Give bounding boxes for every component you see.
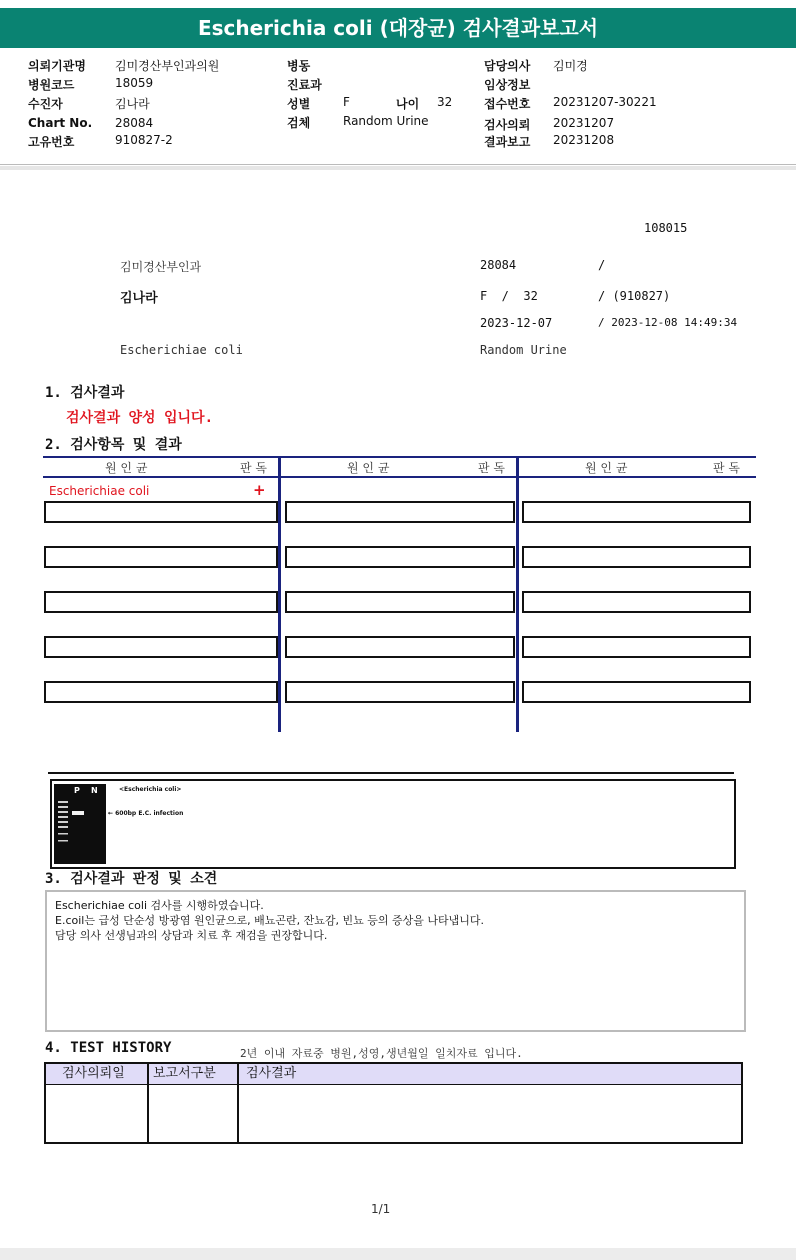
result-box — [285, 546, 515, 568]
label-report-date: 결과보고 — [484, 135, 531, 149]
result-box — [44, 681, 278, 703]
column-header-pathogen-1: 원 인 균 — [105, 461, 148, 475]
column-header-judgement-1: 판 독 — [240, 461, 267, 475]
value-hospital-code: 18059 — [115, 76, 154, 90]
result-box — [285, 636, 515, 658]
history-note: 2년 이내 자료중 병원,성영,생년월일 일치자료 입니다. — [240, 1047, 523, 1060]
result-box — [522, 681, 751, 703]
summary-sex-age: F / 32 — [480, 289, 538, 303]
summary-reported-datetime: / 2023-12-08 14:49:34 — [598, 316, 738, 329]
report-title-bar — [0, 8, 796, 48]
label-age: 나이 — [396, 97, 420, 111]
result-box — [44, 501, 278, 523]
section4-heading: 4. TEST HISTORY — [45, 1040, 172, 1056]
label-receipt-no: 접수번호 — [484, 97, 531, 111]
pathogen-result-judgement: + — [253, 481, 266, 499]
column-header-judgement-3: 판 독 — [713, 461, 740, 475]
history-col-request-date: 검사의뢰일 — [62, 1066, 125, 1081]
history-col-result: 검사결과 — [246, 1066, 297, 1081]
summary-patient-name: 김나라 — [120, 291, 158, 306]
value-requesting-institution: 김미경산부인과의원 — [115, 59, 220, 73]
summary-clinic: 김미경산부인과 — [120, 260, 202, 274]
table-column-divider-1 — [278, 456, 281, 732]
result-box — [522, 546, 751, 568]
history-col-report-type: 보고서구분 — [153, 1066, 216, 1081]
result-box — [522, 591, 751, 613]
top-margin — [0, 0, 796, 6]
section1-heading: 1. 검사결과 — [45, 385, 125, 401]
value-receipt-no: 20231207-30221 — [553, 95, 657, 109]
table-column-divider-2 — [516, 456, 519, 732]
value-physician: 김미경 — [553, 59, 588, 73]
result-box — [44, 591, 278, 613]
label-ward: 병동 — [287, 59, 311, 73]
label-specimen: 검체 — [287, 116, 311, 130]
gel-caption: <Escherichia coli> — [119, 786, 182, 793]
history-table — [44, 1062, 743, 1144]
value-report-date: 20231208 — [553, 133, 615, 147]
report-number: 108015 — [644, 221, 688, 235]
value-age: 32 — [437, 95, 453, 109]
history-col-divider-2 — [237, 1064, 239, 1142]
label-department: 진료과 — [287, 78, 322, 92]
result-box — [522, 501, 751, 523]
gel-lane-n-label: N — [91, 786, 98, 795]
summary-specimen: Random Urine — [480, 343, 567, 357]
label-clinical-info: 임상정보 — [484, 78, 531, 92]
column-header-pathogen-2: 원 인 균 — [347, 461, 390, 475]
value-unique-no: 910827-2 — [115, 133, 173, 147]
summary-received-date: 2023-12-07 — [480, 316, 553, 330]
gel-top-rule — [48, 772, 734, 774]
table-top-rule — [43, 456, 756, 458]
label-request-date: 검사의뢰 — [484, 118, 531, 132]
label-patient: 수진자 — [28, 97, 63, 111]
header-shadow — [0, 166, 796, 170]
section2-heading: 2. 검사항목 및 결과 — [45, 437, 182, 453]
value-specimen: Random Urine — [343, 114, 429, 128]
label-requesting-institution: 의뢰기관명 — [28, 59, 86, 73]
value-sex: F — [343, 95, 350, 109]
label-sex: 성별 — [287, 97, 311, 111]
header-divider — [0, 164, 796, 165]
opinion-line: E.coil는 급성 단순성 방광염 원인균으로, 배뇨곤란, 잔뇨감, 빈뇨 등의 증상을 나타냅니다. — [55, 914, 484, 927]
label-unique-no: 고유번호 — [28, 135, 75, 149]
opinion-box — [45, 890, 746, 1032]
footer-bar — [0, 1248, 796, 1260]
table-header-rule — [43, 476, 756, 478]
result-box — [285, 591, 515, 613]
result-box — [44, 636, 278, 658]
report-title: Escherichia coli (대장균) 검사결과보고서 — [197, 16, 599, 40]
summary-birth: / (910827) — [598, 289, 671, 303]
value-request-date: 20231207 — [553, 116, 615, 130]
result-box — [285, 681, 515, 703]
summary-slash: / — [598, 258, 606, 272]
section3-heading: 3. 검사결과 판정 및 소견 — [45, 871, 218, 887]
column-header-judgement-2: 판 독 — [478, 461, 505, 475]
gel-electrophoresis-image — [54, 784, 106, 864]
label-physician: 담당의사 — [484, 59, 531, 73]
result-box — [44, 546, 278, 568]
value-chart-no: 28084 — [115, 116, 154, 130]
summary-test-name: Escherichiae coli — [120, 343, 243, 357]
positive-result-text: 검사결과 양성 입니다. — [66, 410, 214, 426]
gel-lane-p-label: P — [74, 786, 80, 795]
opinion-line: 담당 의사 선생님과의 상담과 치료 후 재검을 권장합니다. — [55, 929, 328, 942]
result-box — [285, 501, 515, 523]
history-table-header — [46, 1064, 741, 1085]
result-box — [522, 636, 751, 658]
label-hospital-code: 병원코드 — [28, 78, 75, 92]
label-chart-no: Chart No. — [28, 116, 93, 130]
opinion-line: Escherichiae coli 검사를 시행하였습니다. — [55, 899, 264, 912]
column-header-pathogen-3: 원 인 균 — [585, 461, 628, 475]
summary-chart: 28084 — [480, 258, 517, 272]
history-col-divider-1 — [147, 1064, 149, 1142]
pathogen-result-name: Escherichiae coli — [49, 484, 150, 498]
value-patient: 김나라 — [115, 97, 150, 111]
page-number: 1/1 — [371, 1202, 391, 1216]
gel-band-label: ← 600bp E.C. infection — [108, 810, 184, 817]
